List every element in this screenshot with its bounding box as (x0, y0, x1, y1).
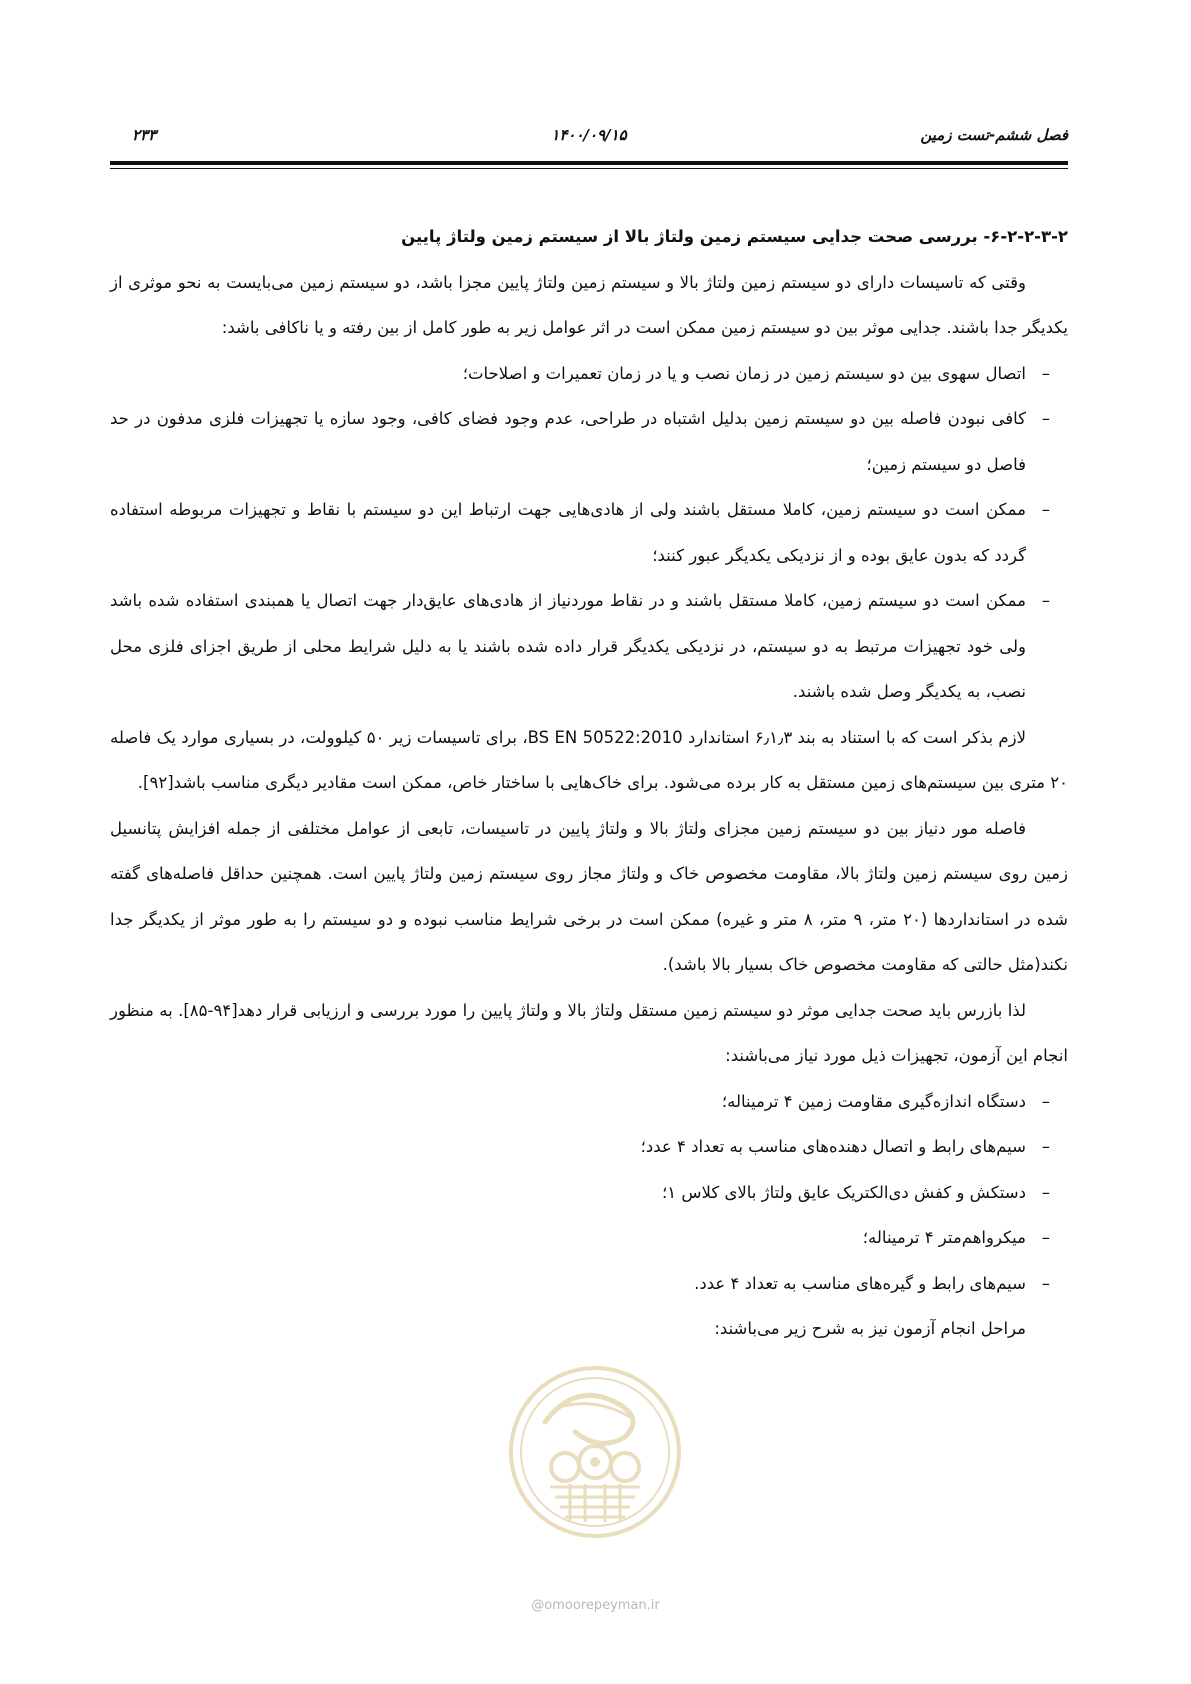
bullet-dash: – (1041, 500, 1050, 519)
header-rule-thick (110, 161, 1068, 165)
paragraph-intro: وقتی که تاسیسات دارای دو سیستم زمین ولتاژ بالا و سیستم زمین ولتاژ پایین مجزا باشد، دو سیستم زمین می‌بایست به نحو موثری از یکدیگر جدا باشند. جدایی موثر بین دو سیستم زمین ممکن است در اثر عوامل زیر به طور کامل از بین رفته و یا ناکافی باشد: (110, 272, 1068, 337)
list-item (110, 1215, 1068, 1261)
bullet-dash: – (1041, 1228, 1050, 1247)
list-item (110, 351, 1068, 397)
list-item (110, 487, 1068, 578)
watermark-url: @omoorepeyman.ir (531, 1598, 660, 1613)
list-item-text: سیم‌های رابط و اتصال دهنده‌های مناسب به تعداد ۴ عدد؛ (640, 1137, 1026, 1156)
list-item-text: سیم‌های رابط و گیره‌های مناسب به تعداد ۴ عدد. (694, 1273, 1026, 1293)
section-heading: ۶-۲-۲-۳-۲- بررسی صحت جدایی سیستم زمین ولتاژ بالا از سیستم زمین ولتاژ پایین (401, 227, 1068, 246)
bullet-dash: – (1041, 1091, 1050, 1111)
page-header (110, 126, 1068, 152)
page-body (110, 214, 1068, 1352)
watermark-logo-icon (505, 1362, 685, 1542)
list-item-text: کافی نبودن فاصله بین دو سیستم زمین بدلیل اشتباه در طراحی، عدم وجود فضای کافی، وجود سازه یا تجهیزات فلزی مدفون در حد فاصل دو سیستم زمین؛ (110, 409, 1026, 474)
equipment-list (110, 1079, 1068, 1307)
list-item (110, 1079, 1068, 1125)
paragraph-steps: مراحل انجام آزمون نیز به شرح زیر می‌باشند: (714, 1319, 1026, 1338)
list-item-text: ممکن است دو سیستم زمین، کاملا مستقل باشند ولی از هادی‌هایی جهت ارتباط این دو سیستم با نقاط و تجهیزات مربوطه استفاده گردد که بدون عایق بوده و از نزدیکی یکدیگر عبور کنند؛ (110, 500, 1026, 565)
header-rule-thin (110, 168, 1068, 169)
bullet-dash: – (1041, 409, 1050, 428)
list-item (110, 1261, 1068, 1307)
bullet-dash: – (1041, 1182, 1050, 1202)
list-item-text: دستکش و کفش دی‌الکتریک عایق ولتاژ بالای کلاس ۱؛ (661, 1182, 1026, 1202)
bullet-dash: – (1041, 1137, 1050, 1156)
list-item-text: اتصال سهوی بین دو سیستم زمین در زمان نصب و یا در زمان تعمیرات و اصلاحات؛ (462, 363, 1026, 383)
list-item (110, 1170, 1068, 1216)
list-item (110, 1124, 1068, 1170)
list-item (110, 578, 1068, 715)
bullet-dash: – (1041, 1273, 1050, 1293)
list-item-text: میکرواهم‌متر ۴ ترمیناله؛ (862, 1228, 1026, 1247)
list-item (110, 396, 1068, 487)
bullet-dash: – (1041, 363, 1050, 383)
factors-list (110, 351, 1068, 715)
page-number: ۲۳۳ (132, 126, 157, 144)
header-date: ۱۴۰۰/۰۹/۱۵ (551, 126, 627, 144)
paragraph-distance: فاصله مور دنیاز بین دو سیستم زمین مجزای ولتاژ بالا و ولتاژ پایین در تاسیسات، تابعی از عوامل مختلفی از جمله افزایش پتانسیل زمین روی سیستم زمین ولتاژ بالا، مقاومت مخصوص خاک و ولتاژ مجاز روی سیستم زمین ولتاژ پایین است. همچنین حداقل فاصله‌های گفته شده در استانداردها (۲۰ متر، ۹ متر، ۸ متر و غیره) ممکن است در برخی شرایط مناسب نبوده و دو سیستم را به طور موثر از یکدیگر جدا نکند(مثل حالتی که مقاومت مخصوص خاک بسیار بالا باشد). (110, 818, 1068, 974)
chapter-title: فصل ششم-تست زمین (920, 126, 1068, 144)
list-item-text: ممکن است دو سیستم زمین، کاملا مستقل باشند و در نقاط موردنیاز از هادی‌های عایق‌دار جهت اتصال یا همبندی استفاده شده باشد ولی خود تجهیزات مرتبط به دو سیستم، در نزدیکی یکدیگر قرار داده شده باشند یا به دلیل شرایط محلی از طریق اجزای فلزی محل نصب، به یکدیگر وصل شده باشند. (110, 591, 1026, 701)
paragraph-inspector: لذا بازرس باید صحت جدایی موثر دو سیستم زمین مستقل ولتاژ بالا و ولتاژ پایین را مورد بررسی و ارزیابی قرار دهد[۹۴-۸۵]. به منظور انجام این آزمون، تجهیزات ذیل مورد نیاز می‌باشند: (110, 1000, 1068, 1065)
paragraph-standard: لازم بذکر است که با استناد به بند ۶٫۱٫۳ استاندارد BS EN 50522:2010، برای تاسیسات زیر ۵۰ کیلوولت، در بسیاری موارد یک فاصله ۲۰ متری بین سیستم‌های زمین مستقل به کار برده می‌شود. برای خاک‌هایی با ساختار خاص، ممکن است مقادیر دیگری مناسب باشد[۹۲]. (110, 727, 1068, 792)
list-item-text: دستگاه اندازه‌گیری مقاومت زمین ۴ ترمیناله؛ (721, 1091, 1026, 1111)
bullet-dash: – (1041, 591, 1050, 610)
